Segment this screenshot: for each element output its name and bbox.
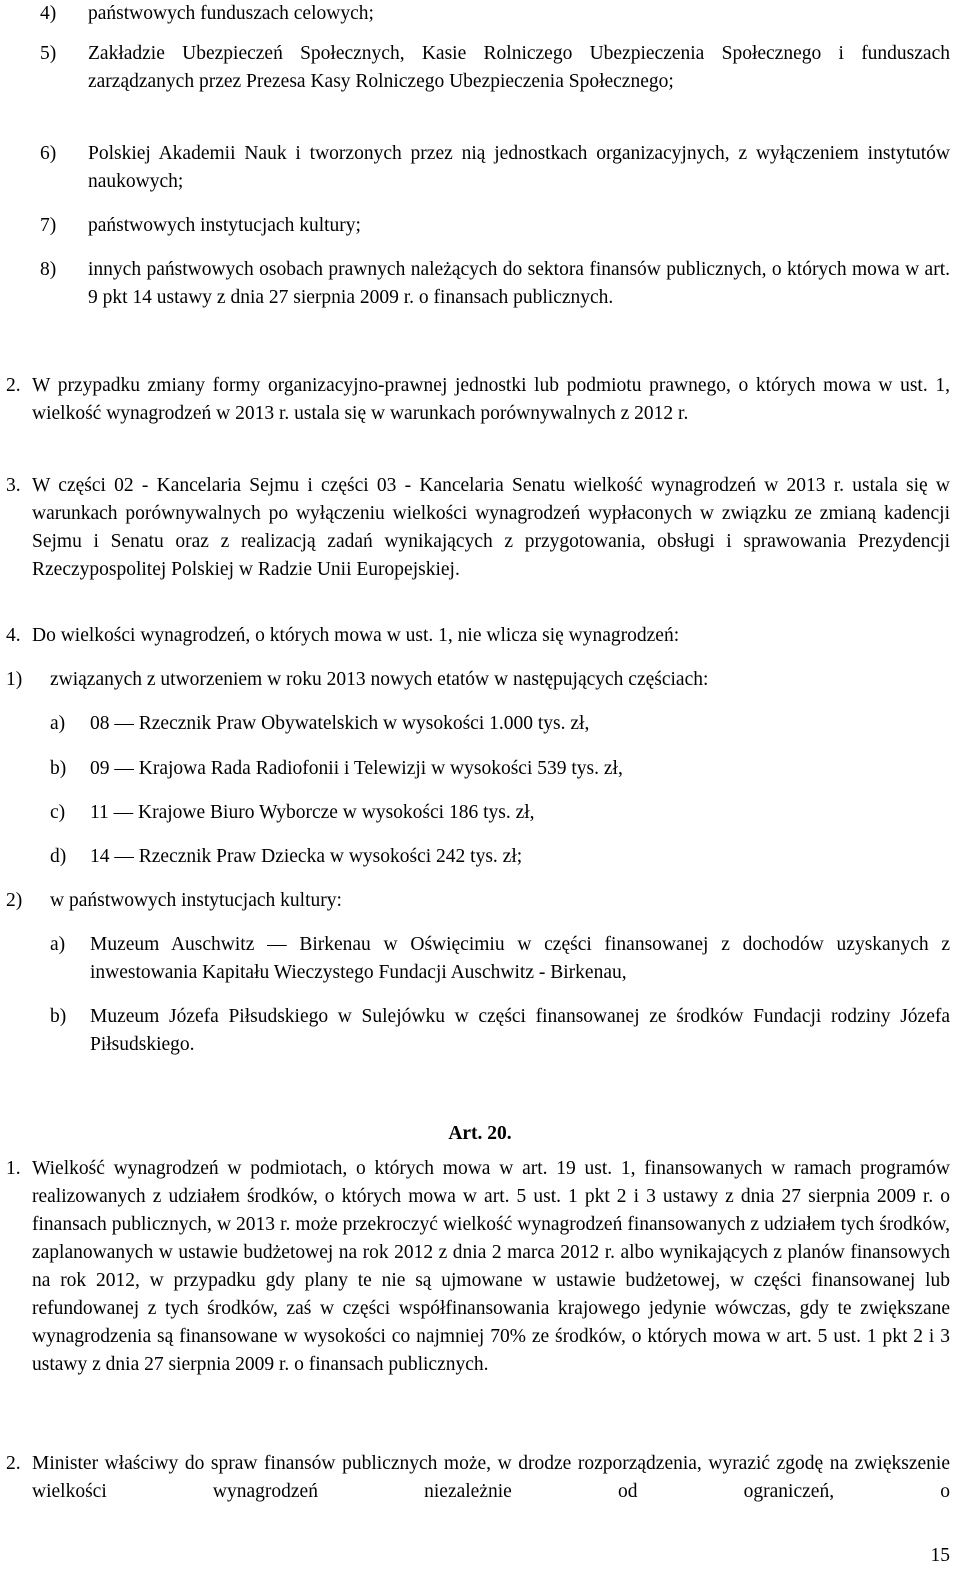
sub-text: 09 — Krajowa Rada Radiofonii i Telewizji w wysokości 539 tys. zł, — [90, 758, 623, 779]
list-label: 2) — [6, 890, 23, 911]
sub-text: 08 — Rzecznik Praw Obywatelskich w wysokości 1.000 tys. zł, — [90, 713, 590, 734]
list-item-7 — [0, 212, 960, 240]
list-label: 7) — [40, 215, 57, 236]
sub-item-b — [0, 755, 960, 783]
paragraph-text: W przypadku zmiany formy organizacyjno-prawnej jednostki lub podmiotu prawnego, o których mowa w ust. 1, wielkość wynagrodzeń w 2013 r. ustala się w warunkach porównywalnych z 2012 r. — [32, 375, 950, 424]
paragraph-3 — [0, 472, 960, 584]
sub-label: c) — [50, 802, 66, 823]
sub-item-a — [0, 710, 960, 738]
list-label: 5) — [40, 43, 57, 64]
paragraph-text: W części 02 - Kancelaria Sejmu i części 03 - Kancelaria Senatu wielkość wynagrodzeń w 2013 r. ustala się w warunkach porównywalnych po wyłączeniu wielkości wynagrodzeń wypłaconych w związku ze zmianą kadencji Sejmu i Senatu oraz z realizacją zadań wynikających z przygotowania, obsługi i sprawowania Prezydencji Rzeczypospolitej Polskiej w Radzie Unii Europejskiej. — [32, 475, 950, 580]
page-number: 15 — [930, 1545, 950, 1566]
paragraph-label: 2. — [6, 375, 21, 396]
paragraph-label: 4. — [6, 625, 21, 646]
list-label: 6) — [40, 143, 57, 164]
list-item-6 — [0, 140, 960, 196]
sub-item-d — [0, 843, 960, 871]
list-text: innych państwowych osobach prawnych należących do sektora finansów publicznych, o których mowa w art. 9 pkt 14 ustawy z dnia 27 sierpnia 2009 r. o finansach publicznych. — [88, 259, 950, 308]
article-20-paragraph-1 — [0, 1155, 960, 1379]
sub-text: Muzeum Józefa Piłsudskiego w Sulejówku w części finansowanej ze środków Fundacji rodziny Józefa Piłsudskiego. — [90, 1006, 950, 1055]
list-text: związanych z utworzeniem w roku 2013 nowych etatów w następujących częściach: — [50, 669, 709, 690]
paragraph-4 — [0, 622, 960, 650]
article-20-paragraph-2 — [0, 1450, 960, 1506]
article-heading: Art. 20. — [448, 1123, 512, 1144]
list-label: 8) — [40, 259, 57, 280]
paragraph-4-item-1 — [0, 666, 960, 694]
sub-item-a-museum — [0, 931, 960, 987]
sub-text: 14 — Rzecznik Praw Dziecka w wysokości 242 tys. zł; — [90, 846, 523, 867]
list-item-5 — [0, 40, 960, 96]
paragraph-text: Do wielkości wynagrodzeń, o których mowa w ust. 1, nie wlicza się wynagrodzeń: — [32, 625, 680, 646]
list-label: 4) — [40, 3, 57, 24]
list-text: państwowych funduszach celowych; — [88, 3, 374, 24]
list-text: Zakładzie Ubezpieczeń Społecznych, Kasie Rolniczego Ubezpieczenia Społecznego i funduszach zarządzanych przez Prezesa Kasy Rolniczego Ubezpieczenia Społecznego; — [88, 43, 950, 92]
paragraph-text: Minister właściwy do spraw finansów publicznych może, w drodze rozporządzenia, wyrazić zgodę na zwiększenie wielkości wynagrodzeń niezależnie od ograniczeń, o — [32, 1453, 950, 1502]
sub-item-b-museum — [0, 1003, 960, 1059]
list-item-8 — [0, 256, 960, 312]
sub-text: 11 — Krajowe Biuro Wyborcze w wysokości 186 tys. zł, — [90, 802, 535, 823]
paragraph-2 — [0, 372, 960, 428]
sub-item-c — [0, 799, 960, 827]
sub-label: d) — [50, 846, 67, 867]
paragraph-label: 2. — [6, 1453, 21, 1474]
sub-label: b) — [50, 1006, 67, 1027]
sub-label: b) — [50, 758, 67, 779]
list-text: Polskiej Akademii Nauk i tworzonych przez nią jednostkach organizacyjnych, z wyłączeniem instytutów naukowych; — [88, 143, 950, 192]
list-text: w państwowych instytucjach kultury: — [50, 890, 342, 911]
list-label: 1) — [6, 669, 23, 690]
sub-text: Muzeum Auschwitz — Birkenau w Oświęcimiu w części finansowanej z dochodów uzyskanych z inwestowania Kapitału Wieczystego Fundacji Auschwitz - Birkenau, — [90, 934, 950, 983]
paragraph-label: 1. — [6, 1158, 21, 1179]
list-text: państwowych instytucjach kultury; — [88, 215, 361, 236]
sub-label: a) — [50, 713, 66, 734]
sub-label: a) — [50, 934, 66, 955]
paragraph-text: Wielkość wynagrodzeń w podmiotach, o których mowa w art. 19 ust. 1, finansowanych w ramach programów realizowanych z udziałem środków, o których mowa w art. 5 ust. 1 pkt 2 i 3 ustawy z dnia 27 sierpnia 2009 r. o finansach publicznych, w 2013 r. może przekroczyć wielkość wynagrodzeń finansowanych z udziałem tych środków, zaplanowanych w ustawie budżetowej na rok 2012 z dnia 2 marca 2012 r. albo wynikających z planów finansowych na rok 2012, w przypadku gdy plany te nie są ujmowane w ustawie budżetowej, w części finansowanej lub refundowanej z tych środków, zaś w części współfinansowania krajowego jedynie wówczas, gdy te zwiększane wynagrodzenia są finansowane w wysokości co najmniej 70% ze środków, o których mowa w art. 5 ust. 1 pkt 2 i 3 ustawy z dnia 27 sierpnia 2009 r. o finansach publicznych. — [32, 1158, 950, 1375]
paragraph-4-item-2 — [0, 887, 960, 915]
list-item-4 — [0, 0, 960, 28]
paragraph-label: 3. — [6, 475, 21, 496]
